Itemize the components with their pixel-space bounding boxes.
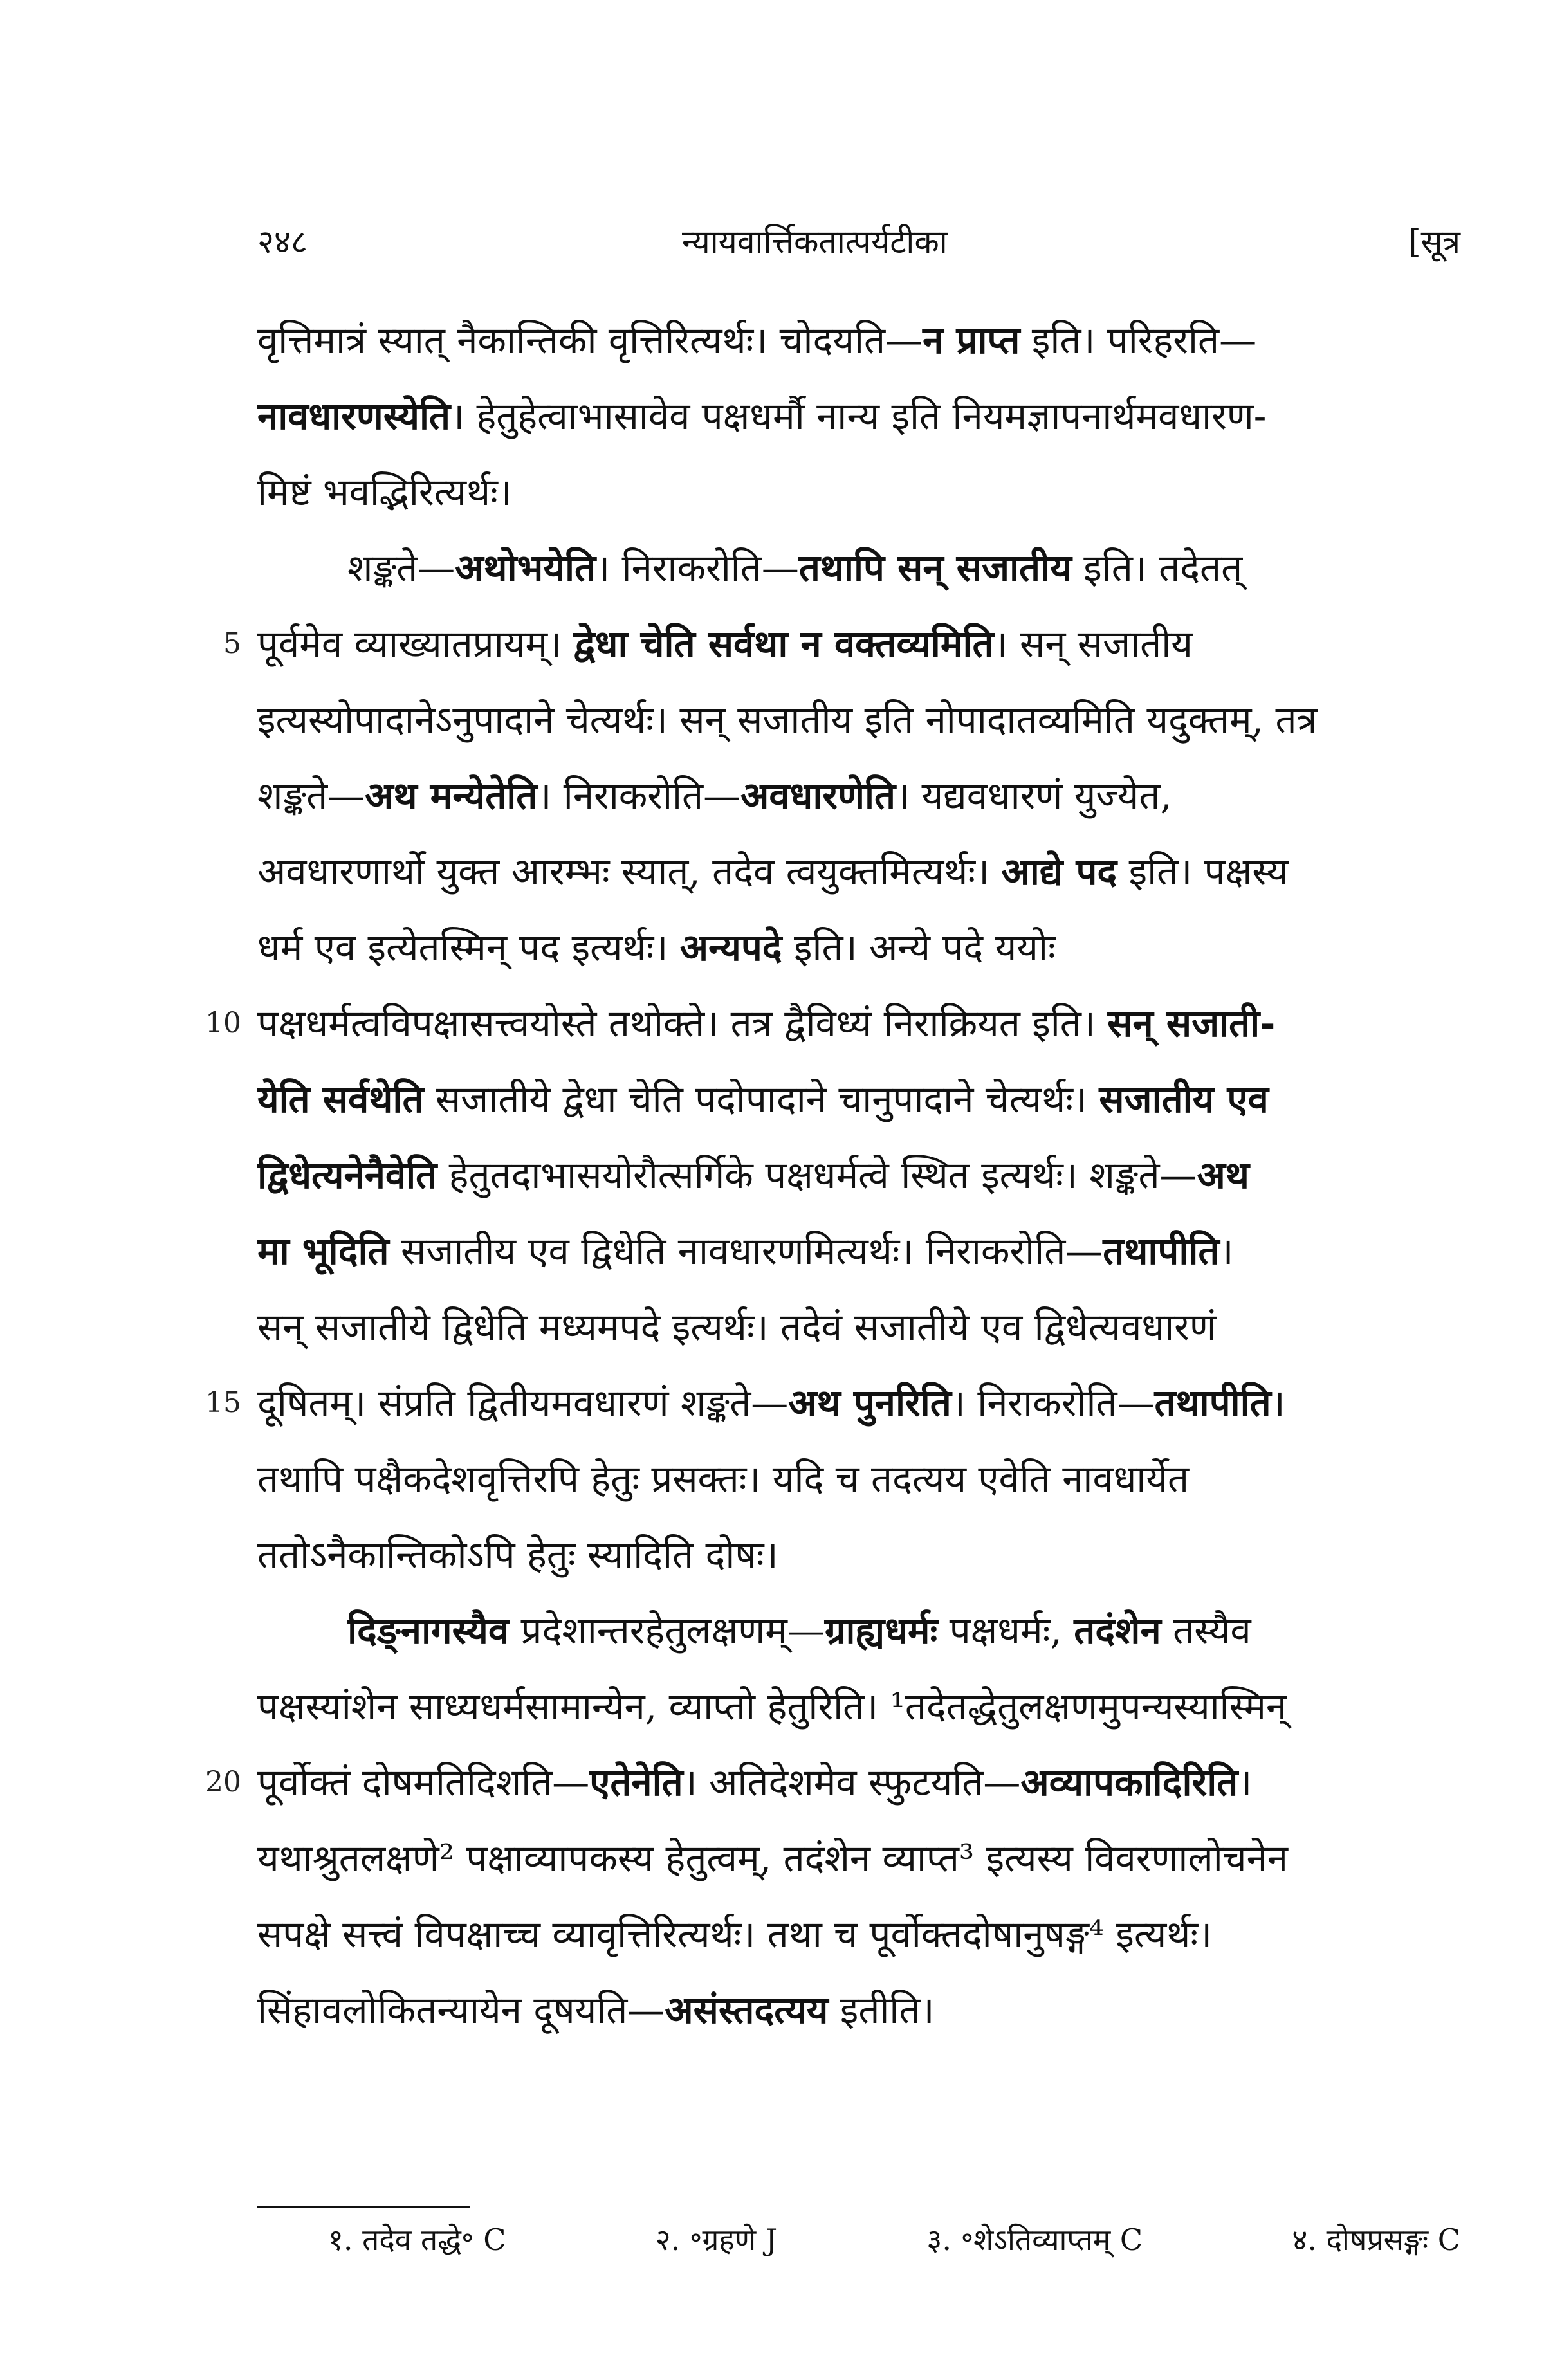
- bold-lemma: तथापि सन् सजातीय: [798, 546, 1072, 590]
- bold-lemma: ग्राह्यधर्मः: [824, 1609, 938, 1652]
- bold-lemma: अथ: [1197, 1153, 1249, 1197]
- text-line: [257, 1820, 1460, 1896]
- bold-lemma: सजातीय एव: [1099, 1077, 1269, 1121]
- text-line: [257, 1061, 1460, 1137]
- text-segment: वृत्तिमात्रं स्यात् नैकान्तिकी वृत्तिरित्यर्थः। चोदयति—: [257, 318, 923, 362]
- text-segment: तस्यैव: [1161, 1609, 1251, 1652]
- bold-lemma: द्वेधा चेति सर्वथा न वक्तव्यमिति: [573, 622, 994, 666]
- text-line: [205, 1744, 1460, 1820]
- text-segment: मिष्टं भवद्भिरित्यर्थः।: [257, 470, 512, 514]
- text-line: [257, 302, 1460, 378]
- bold-lemma: अव्यापकादिरिति: [1020, 1761, 1238, 1804]
- text-segment: पूर्वोक्तं दोषमतिदिशति—: [257, 1761, 590, 1804]
- bold-lemma: नावधारणस्येति: [257, 394, 451, 438]
- bold-lemma: तथापीति: [1154, 1381, 1271, 1425]
- text-segment: धर्म एव इत्येतस्मिन् पद इत्यर्थः।: [257, 926, 680, 969]
- text-line: [257, 1669, 1460, 1744]
- footnote: ३. ॰शेऽतिव्याप्तम् C: [926, 2222, 1143, 2257]
- line-number: 5: [223, 627, 241, 660]
- text-line: [257, 1289, 1460, 1365]
- text-line: [257, 1972, 1460, 2048]
- main-text: [205, 302, 1460, 2048]
- text-line: [205, 985, 1460, 1061]
- text-line: [257, 454, 1460, 530]
- line-number: 20: [205, 1766, 241, 1799]
- footnotes: [328, 2219, 1460, 2259]
- text-segment: दूषितम्। संप्रति द्वितीयमवधारणं शङ्कते—: [257, 1381, 789, 1425]
- text-line: [257, 1896, 1460, 1972]
- bold-lemma: तथापीति: [1103, 1229, 1220, 1273]
- text-line: [257, 378, 1460, 454]
- text-segment: अवधारणार्थो युक्त आरम्भः स्यात्, तदेव त्वयुक्तमित्यर्थः।: [257, 850, 1002, 893]
- bold-lemma: येति सर्वथेति: [257, 1077, 424, 1121]
- text-segment: यथाश्रुतलक्षणे² पक्षाव्यापकस्य हेतुत्वम्, तदंशेन व्याप्त³ इत्यस्य विवरणालोचनेन: [257, 1836, 1288, 1880]
- text-segment: । सन् सजातीय: [993, 622, 1193, 666]
- text-segment: पक्षस्यांशेन साध्यधर्मसामान्येन, व्याप्तो हेतुरिति। ¹तदेतद्धेतुलक्षणमुपन्यस्यास्मिन्: [257, 1685, 1287, 1728]
- text-segment: । अतिदेशमेव स्फुटयति—: [683, 1761, 1021, 1804]
- text-segment: इति। तदेतत्: [1071, 546, 1243, 590]
- bold-lemma: तदंशेन: [1074, 1609, 1161, 1652]
- line-number: 15: [205, 1386, 241, 1419]
- text-segment: ।: [1219, 1229, 1234, 1273]
- bold-lemma: सन् सजाती-: [1107, 1002, 1276, 1045]
- text-segment: पूर्वमेव व्याख्यातप्रायम्।: [257, 622, 574, 666]
- footnote: १. तदेव तद्धे॰ C: [328, 2222, 506, 2257]
- text-segment: सन् सजातीये द्विधेति मध्यमपदे इत्यर्थः। तदेवं सजातीये एव द्विधेत्यवधारणं: [257, 1305, 1217, 1349]
- text-segment: पक्षधर्मत्वविपक्षासत्त्वयोस्ते तथोक्ते। तत्र द्वैविध्यं निराक्रियत इति।: [257, 1002, 1108, 1045]
- text-segment: शङ्कते—: [347, 546, 455, 590]
- text-segment: तथापि पक्षैकदेशवृत्तिरपि हेतुः प्रसक्तः। यदि च तदत्यय एवेति नावधार्येत: [257, 1457, 1190, 1501]
- text-segment: पक्षधर्मः,: [937, 1609, 1074, 1652]
- text-line: [223, 606, 1460, 682]
- text-line: [257, 758, 1460, 834]
- text-segment: इत्यस्योपादानेऽनुपादाने चेत्यर्थः। सन् सजातीय इति नोपादातव्यमिति यदुक्तम्, तत्र: [257, 698, 1318, 742]
- text-line: [257, 1213, 1460, 1289]
- text-line: [257, 1441, 1460, 1517]
- text-segment: शङ्कते—: [257, 774, 365, 818]
- section-marker: [सूत्र: [1408, 223, 1460, 261]
- bold-lemma: एतेनेति: [589, 1761, 683, 1804]
- text-line: [257, 1517, 1460, 1593]
- bold-lemma: अथ मन्येतेति: [365, 774, 538, 818]
- text-line: [257, 682, 1460, 758]
- text-segment: सजातीय एव द्विधेति नावधारणमित्यर्थः। निराकरोति—: [389, 1229, 1103, 1273]
- bold-lemma: मा भूदिति: [257, 1229, 389, 1273]
- text-line: [257, 1137, 1460, 1213]
- text-line: [257, 834, 1460, 910]
- bold-lemma: असंस्तदत्यय: [665, 1988, 829, 2032]
- footnote: ४. दोषप्रसङ्गः C: [1292, 2222, 1460, 2257]
- text-line: [257, 530, 1460, 606]
- text-segment: ।: [1271, 1381, 1285, 1425]
- bold-lemma: न प्राप्त: [923, 318, 1020, 362]
- text-segment: सजातीये द्वेधा चेति पदोपादाने चानुपादाने चेत्यर्थः।: [423, 1077, 1099, 1121]
- running-title: न्यायवार्त्तिकतात्पर्यटीका: [682, 223, 948, 261]
- text-segment: । निराकरोति—: [537, 774, 741, 818]
- line-number: 10: [205, 1007, 241, 1039]
- bold-lemma: अवधारणेति: [740, 774, 896, 818]
- bold-lemma: आद्ये पद: [1001, 850, 1117, 893]
- text-line: [257, 1593, 1460, 1669]
- bold-lemma: द्विधेत्यनेनैवेति: [257, 1153, 437, 1197]
- bold-lemma: अथोभयेति: [455, 546, 596, 590]
- text-segment: हेतुतदाभासयोरौत्सर्गिके पक्षधर्मत्वे स्थित इत्यर्थः। शङ्कते—: [437, 1153, 1197, 1197]
- text-segment: ततोऽनैकान्तिकोऽपि हेतुः स्यादिति दोषः।: [257, 1533, 778, 1577]
- footnote: २. ॰ग्रहणे J: [655, 2222, 778, 2257]
- footnote-rule: [257, 2206, 470, 2208]
- text-segment: । निराकरोति—: [596, 546, 799, 590]
- running-header: [257, 219, 1460, 277]
- text-segment: इति। परिहरति—: [1020, 318, 1257, 362]
- bold-lemma: दिङ्नागस्यैव: [347, 1609, 510, 1652]
- text-segment: इति। अन्ये पदे ययोः: [782, 926, 1056, 969]
- text-segment: प्रदेशान्तरहेतुलक्षणम्—: [509, 1609, 825, 1652]
- page-number: २४८: [257, 223, 308, 261]
- text-segment: सिंहावलोकितन्यायेन दूषयति—: [257, 1988, 665, 2032]
- text-line: [205, 1365, 1460, 1441]
- text-segment: सपक्षे सत्त्वं विपक्षाच्च व्यावृत्तिरित्यर्थः। तथा च पूर्वोक्तदोषानुषङ्ग⁴ इत्यर्थः।: [257, 1912, 1213, 1956]
- text-segment: इति। पक्षस्य: [1117, 850, 1289, 893]
- text-line: [257, 910, 1460, 985]
- text-segment: । हेतुहेत्वाभासावेव पक्षधर्मौ नान्य इति नियमज्ञापनार्थमवधारण-: [450, 394, 1267, 438]
- text-segment: । यद्यवधारणं युज्येत,: [896, 774, 1172, 818]
- bold-lemma: अथ पुनरिति: [788, 1381, 951, 1425]
- text-segment: इतीति।: [828, 1988, 935, 2032]
- text-segment: ।: [1238, 1761, 1253, 1804]
- text-segment: । निराकरोति—: [951, 1381, 1155, 1425]
- bold-lemma: अन्यपदे: [679, 926, 782, 969]
